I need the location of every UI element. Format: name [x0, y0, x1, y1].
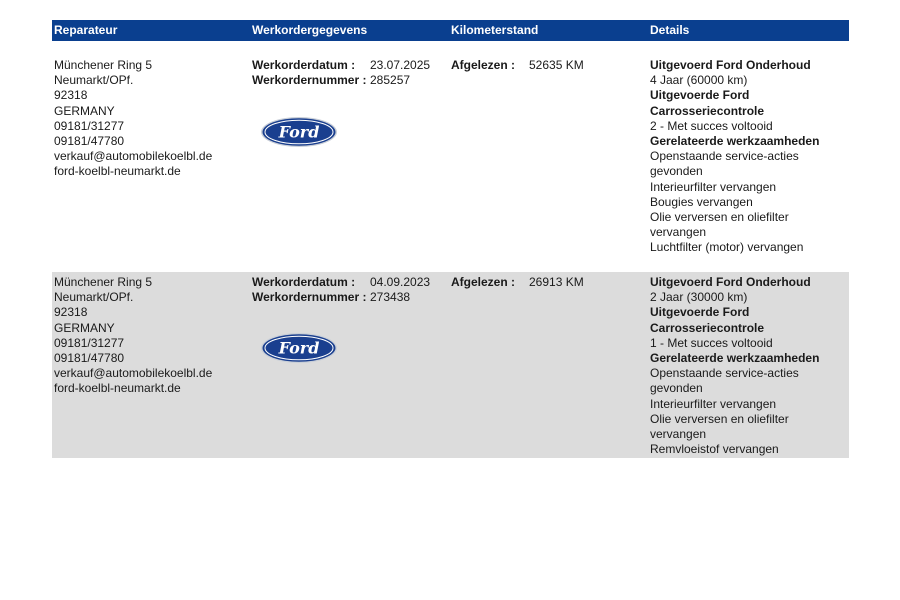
detail-line: Olie verversen en oliefilter vervangen	[650, 210, 789, 240]
address-line: 92318	[54, 305, 88, 320]
detail-line: 1 - Met succes voltooid	[650, 335, 773, 350]
address-line: 09181/47780	[54, 134, 125, 149]
address-line: GERMANY	[54, 103, 115, 118]
address-line: ford-koelbl-neumarkt.de	[54, 381, 181, 396]
workorder-date-label: Werkorderdatum :	[252, 58, 356, 72]
workorder-date: 23.07.2025	[370, 58, 431, 72]
mileage-label: Afgelezen :	[451, 58, 516, 72]
service-history-table	[52, 20, 849, 458]
ford-logo	[260, 332, 338, 364]
address-line: verkauf@automobilekoelbl.de	[54, 366, 213, 381]
address-line: Neumarkt/OPf.	[54, 290, 134, 305]
detail-line: Openstaande service-acties gevonden	[650, 366, 799, 396]
workorder-info	[252, 58, 442, 88]
header-details: Details	[650, 23, 690, 37]
detail-line: Gerelateerde werkzaamheden	[650, 134, 820, 149]
detail-line: 4 Jaar (60000 km)	[650, 73, 748, 88]
address-line: Neumarkt/OPf.	[54, 73, 134, 88]
address-line: GERMANY	[54, 320, 115, 335]
ford-logo-text: Ford	[278, 338, 320, 358]
detail-line: 2 - Met succes voltooid	[650, 118, 773, 133]
ford-logo	[260, 116, 338, 148]
detail-line: Interieurfilter vervangen	[650, 179, 777, 194]
address-line: Münchener Ring 5	[54, 58, 153, 72]
detail-line: Uitgevoerd Ford Onderhoud	[650, 275, 811, 289]
detail-line: Bougies vervangen	[650, 194, 753, 209]
detail-line: Uitgevoerde Ford Carrosseriecontrole	[650, 88, 765, 118]
workorder-number-label: Werkordernummer :	[252, 73, 367, 88]
service-details	[650, 58, 840, 256]
header-kilometerstand: Kilometerstand	[451, 23, 539, 37]
detail-line: Gerelateerde werkzaamheden	[650, 351, 820, 366]
address-line: 09181/31277	[54, 118, 125, 133]
address-line: 92318	[54, 88, 88, 103]
repairer-address	[54, 275, 244, 397]
detail-line: Openstaande service-acties gevonden	[650, 149, 799, 179]
workorder-date: 04.09.2023	[370, 275, 431, 289]
workorder-number: 285257	[370, 73, 411, 88]
service-details	[650, 275, 840, 457]
mileage-value: 26913 KM	[529, 275, 584, 289]
workorder-info	[252, 275, 442, 305]
ford-logo-icon	[260, 116, 338, 148]
workorder-date-label: Werkorderdatum :	[252, 275, 356, 289]
address-line: 09181/31277	[54, 335, 125, 350]
detail-line: Uitgevoerd Ford Onderhoud	[650, 58, 811, 72]
detail-line: Uitgevoerde Ford Carrosseriecontrole	[650, 305, 765, 335]
address-line: Münchener Ring 5	[54, 275, 153, 289]
header-reparateur: Reparateur	[54, 23, 118, 37]
workorder-number: 273438	[370, 290, 411, 305]
repairer-address	[54, 58, 244, 180]
mileage-value: 52635 KM	[529, 58, 584, 72]
mileage-label: Afgelezen :	[451, 275, 516, 289]
detail-line: Luchtfilter (motor) vervangen	[650, 240, 804, 255]
address-line: verkauf@automobilekoelbl.de	[54, 149, 213, 164]
detail-line: Interieurfilter vervangen	[650, 396, 777, 411]
header-werkordergegevens: Werkordergegevens	[252, 23, 368, 37]
detail-line: Remvloeistof vervangen	[650, 442, 779, 457]
ford-logo-icon	[260, 332, 338, 364]
mileage-info	[451, 275, 641, 290]
detail-line: 2 Jaar (30000 km)	[650, 290, 748, 305]
address-line: ford-koelbl-neumarkt.de	[54, 164, 181, 179]
table-row	[52, 41, 849, 272]
detail-line: Olie verversen en oliefilter vervangen	[650, 411, 789, 442]
mileage-info	[451, 58, 641, 73]
address-line: 09181/47780	[54, 351, 125, 366]
workorder-number-label: Werkordernummer :	[252, 290, 367, 305]
ford-logo-text: Ford	[278, 122, 320, 142]
table-header	[52, 20, 849, 41]
table-row	[52, 272, 849, 458]
